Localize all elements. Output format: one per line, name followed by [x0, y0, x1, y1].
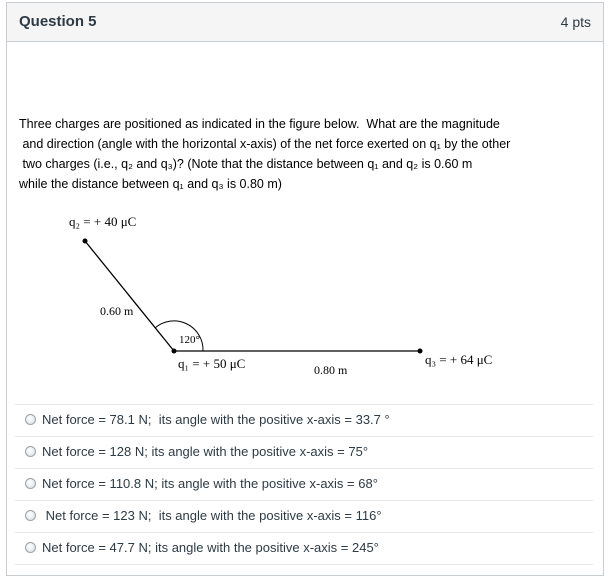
answer-option[interactable] [15, 532, 593, 565]
question-text-line: while the distance between q₁ and q₃ is 0.80 m) [19, 177, 282, 191]
q2-label: q₂ = + 40 μC [69, 214, 137, 229]
answer-option[interactable] [15, 500, 593, 532]
answer-label[interactable]: Net force = 110.8 N; its angle with the positive x-axis = 68° [42, 476, 378, 491]
answer-option[interactable] [15, 468, 593, 500]
q3-label: q₃ = + 64 μC [425, 352, 493, 367]
question-title: Question 5 [19, 13, 97, 30]
charge-q1-dot [172, 349, 177, 354]
charge-q2-dot [83, 239, 88, 244]
radio-button[interactable] [25, 446, 36, 457]
answer-option[interactable] [15, 404, 593, 436]
dist-12-label: 0.60 m [100, 304, 134, 318]
answer-label[interactable]: Net force = 123 N; its angle with the positive x-axis = 116° [42, 508, 382, 523]
question-header [7, 3, 603, 42]
charge-q3-dot [418, 349, 423, 354]
radio-button[interactable] [25, 510, 36, 521]
answer-label[interactable]: Net force = 47.7 N; its angle with the positive x-axis = 245° [42, 540, 379, 555]
question-points: 4 pts [560, 14, 591, 30]
question-text [19, 114, 579, 194]
charges-figure [47, 208, 567, 383]
question-text-line: two charges (i.e., q₂ and q₃)? (Note that the distance between q₁ and q₂ is 0.60 m [19, 157, 473, 171]
radio-button[interactable] [25, 478, 36, 489]
question-text-line: and direction (angle with the horizontal x-axis) of the net force exerted on q₁ by the other [19, 137, 511, 151]
answer-option[interactable] [15, 436, 593, 468]
question-card [6, 2, 604, 576]
angle-label: 120° [179, 334, 200, 346]
question-text-line: Three charges are positioned as indicated in the figure below. What are the magnitude [19, 117, 500, 131]
dist-13-label: 0.80 m [314, 363, 348, 377]
answer-label[interactable]: Net force = 128 N; its angle with the positive x-axis = 75° [42, 444, 369, 459]
radio-button[interactable] [25, 414, 36, 425]
answer-label[interactable]: Net force = 78.1 N; its angle with the positive x-axis = 33.7 ° [42, 412, 390, 427]
answer-list [7, 404, 593, 565]
radio-button[interactable] [25, 542, 36, 553]
segment-q1-q2 [85, 241, 174, 351]
q1-label: q₁ = + 50 μC [178, 356, 246, 371]
